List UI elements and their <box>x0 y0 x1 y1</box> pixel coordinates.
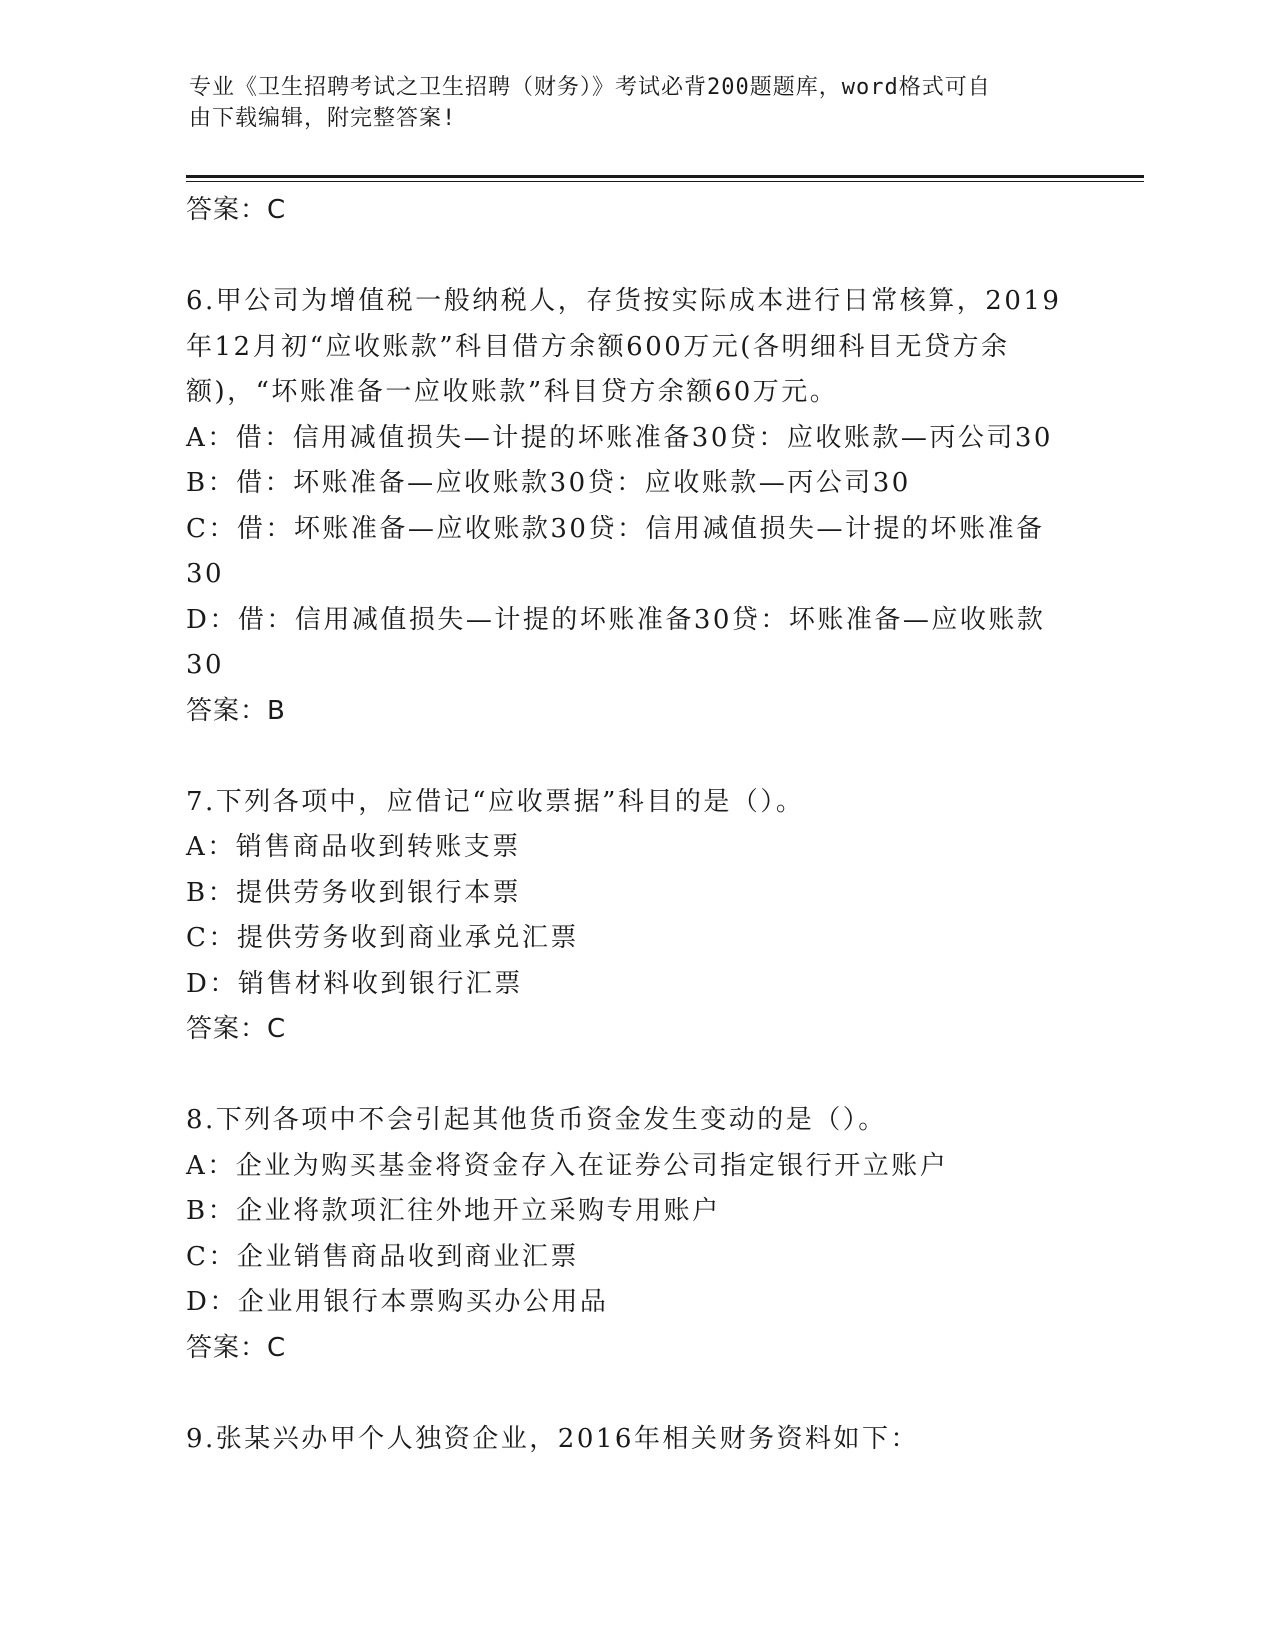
header-title-line-1: 专业《卫生招聘考试之卫生招聘（财务）》考试必背200题题库，word格式可自 <box>189 75 991 100</box>
header-title-line-2: 由下载编辑，附完整答案! <box>189 106 457 131</box>
question-6-answer: 答案：B <box>186 695 286 726</box>
question-6-option-a: A：借：信用减值损失—计提的坏账准备30贷：应收账款—丙公司30 <box>186 422 1053 453</box>
question-6-text-2: 年12月初“应收账款”科目借方余额600万元(各明细科目无贷方余 <box>186 331 1010 362</box>
spacer <box>186 1053 1066 1099</box>
question-9 <box>186 1417 1066 1463</box>
question-7-text: 7.下列各项中，应借记“应收票据”科目的是（）。 <box>186 786 805 817</box>
header-divider-thin <box>186 181 1144 182</box>
question-8 <box>186 1098 1066 1371</box>
question-6-option-c-cont: 30 <box>186 559 225 589</box>
question-8-answer: 答案：C <box>186 1332 287 1363</box>
question-6-option-c: C：借：坏账准备—应收账款30贷：信用减值损失—计提的坏账准备 <box>186 513 1045 544</box>
question-8-text: 8.下列各项中不会引起其他货币资金发生变动的是（）。 <box>186 1105 887 1135</box>
spacer <box>186 1371 1066 1417</box>
question-8-option-d: D：企业用银行本票购买办公用品 <box>186 1287 609 1317</box>
question-8-option-b: B：企业将款项汇往外地开立采购专用账户 <box>186 1196 721 1226</box>
question-7-option-b: B：提供劳务收到银行本票 <box>186 877 522 908</box>
question-8-option-a: A：企业为购买基金将资金存入在证券公司指定银行开立账户 <box>186 1150 949 1181</box>
question-6-text-1: 6.甲公司为增值税一般纳税人，存货按实际成本进行日常核算，2019 <box>186 286 1062 316</box>
header-divider-thick <box>186 175 1144 178</box>
question-6-option-d: D：借：信用减值损失—计提的坏账准备30贷：坏账准备—应收账款 <box>186 604 1046 635</box>
question-list <box>186 188 1066 1462</box>
question-7-option-d: D：销售材料收到银行汇票 <box>186 968 523 999</box>
question-8-option-c: C：企业销售商品收到商业汇票 <box>186 1241 579 1272</box>
spacer <box>186 734 1066 780</box>
question-9-text: 9.张某兴办甲个人独资企业，2016年相关财务资料如下： <box>186 1423 919 1454</box>
spacer <box>186 234 1066 280</box>
question-6-option-b: B：借：坏账准备—应收账款30贷：应收账款—丙公司30 <box>186 468 911 498</box>
question-6-text-3: 额)，“坏账准备一应收账款”科目贷方余额60万元。 <box>186 377 839 407</box>
answer-prev: 答案：C <box>186 195 287 225</box>
question-7 <box>186 780 1066 1053</box>
document-header <box>189 72 1069 134</box>
question-6 <box>186 279 1066 734</box>
question-6-option-d-cont: 30 <box>186 650 225 680</box>
question-7-option-a: A：销售商品收到转账支票 <box>186 832 521 862</box>
question-7-option-c: C：提供劳务收到商业承兑汇票 <box>186 923 579 953</box>
question-7-answer: 答案：C <box>186 1014 287 1044</box>
